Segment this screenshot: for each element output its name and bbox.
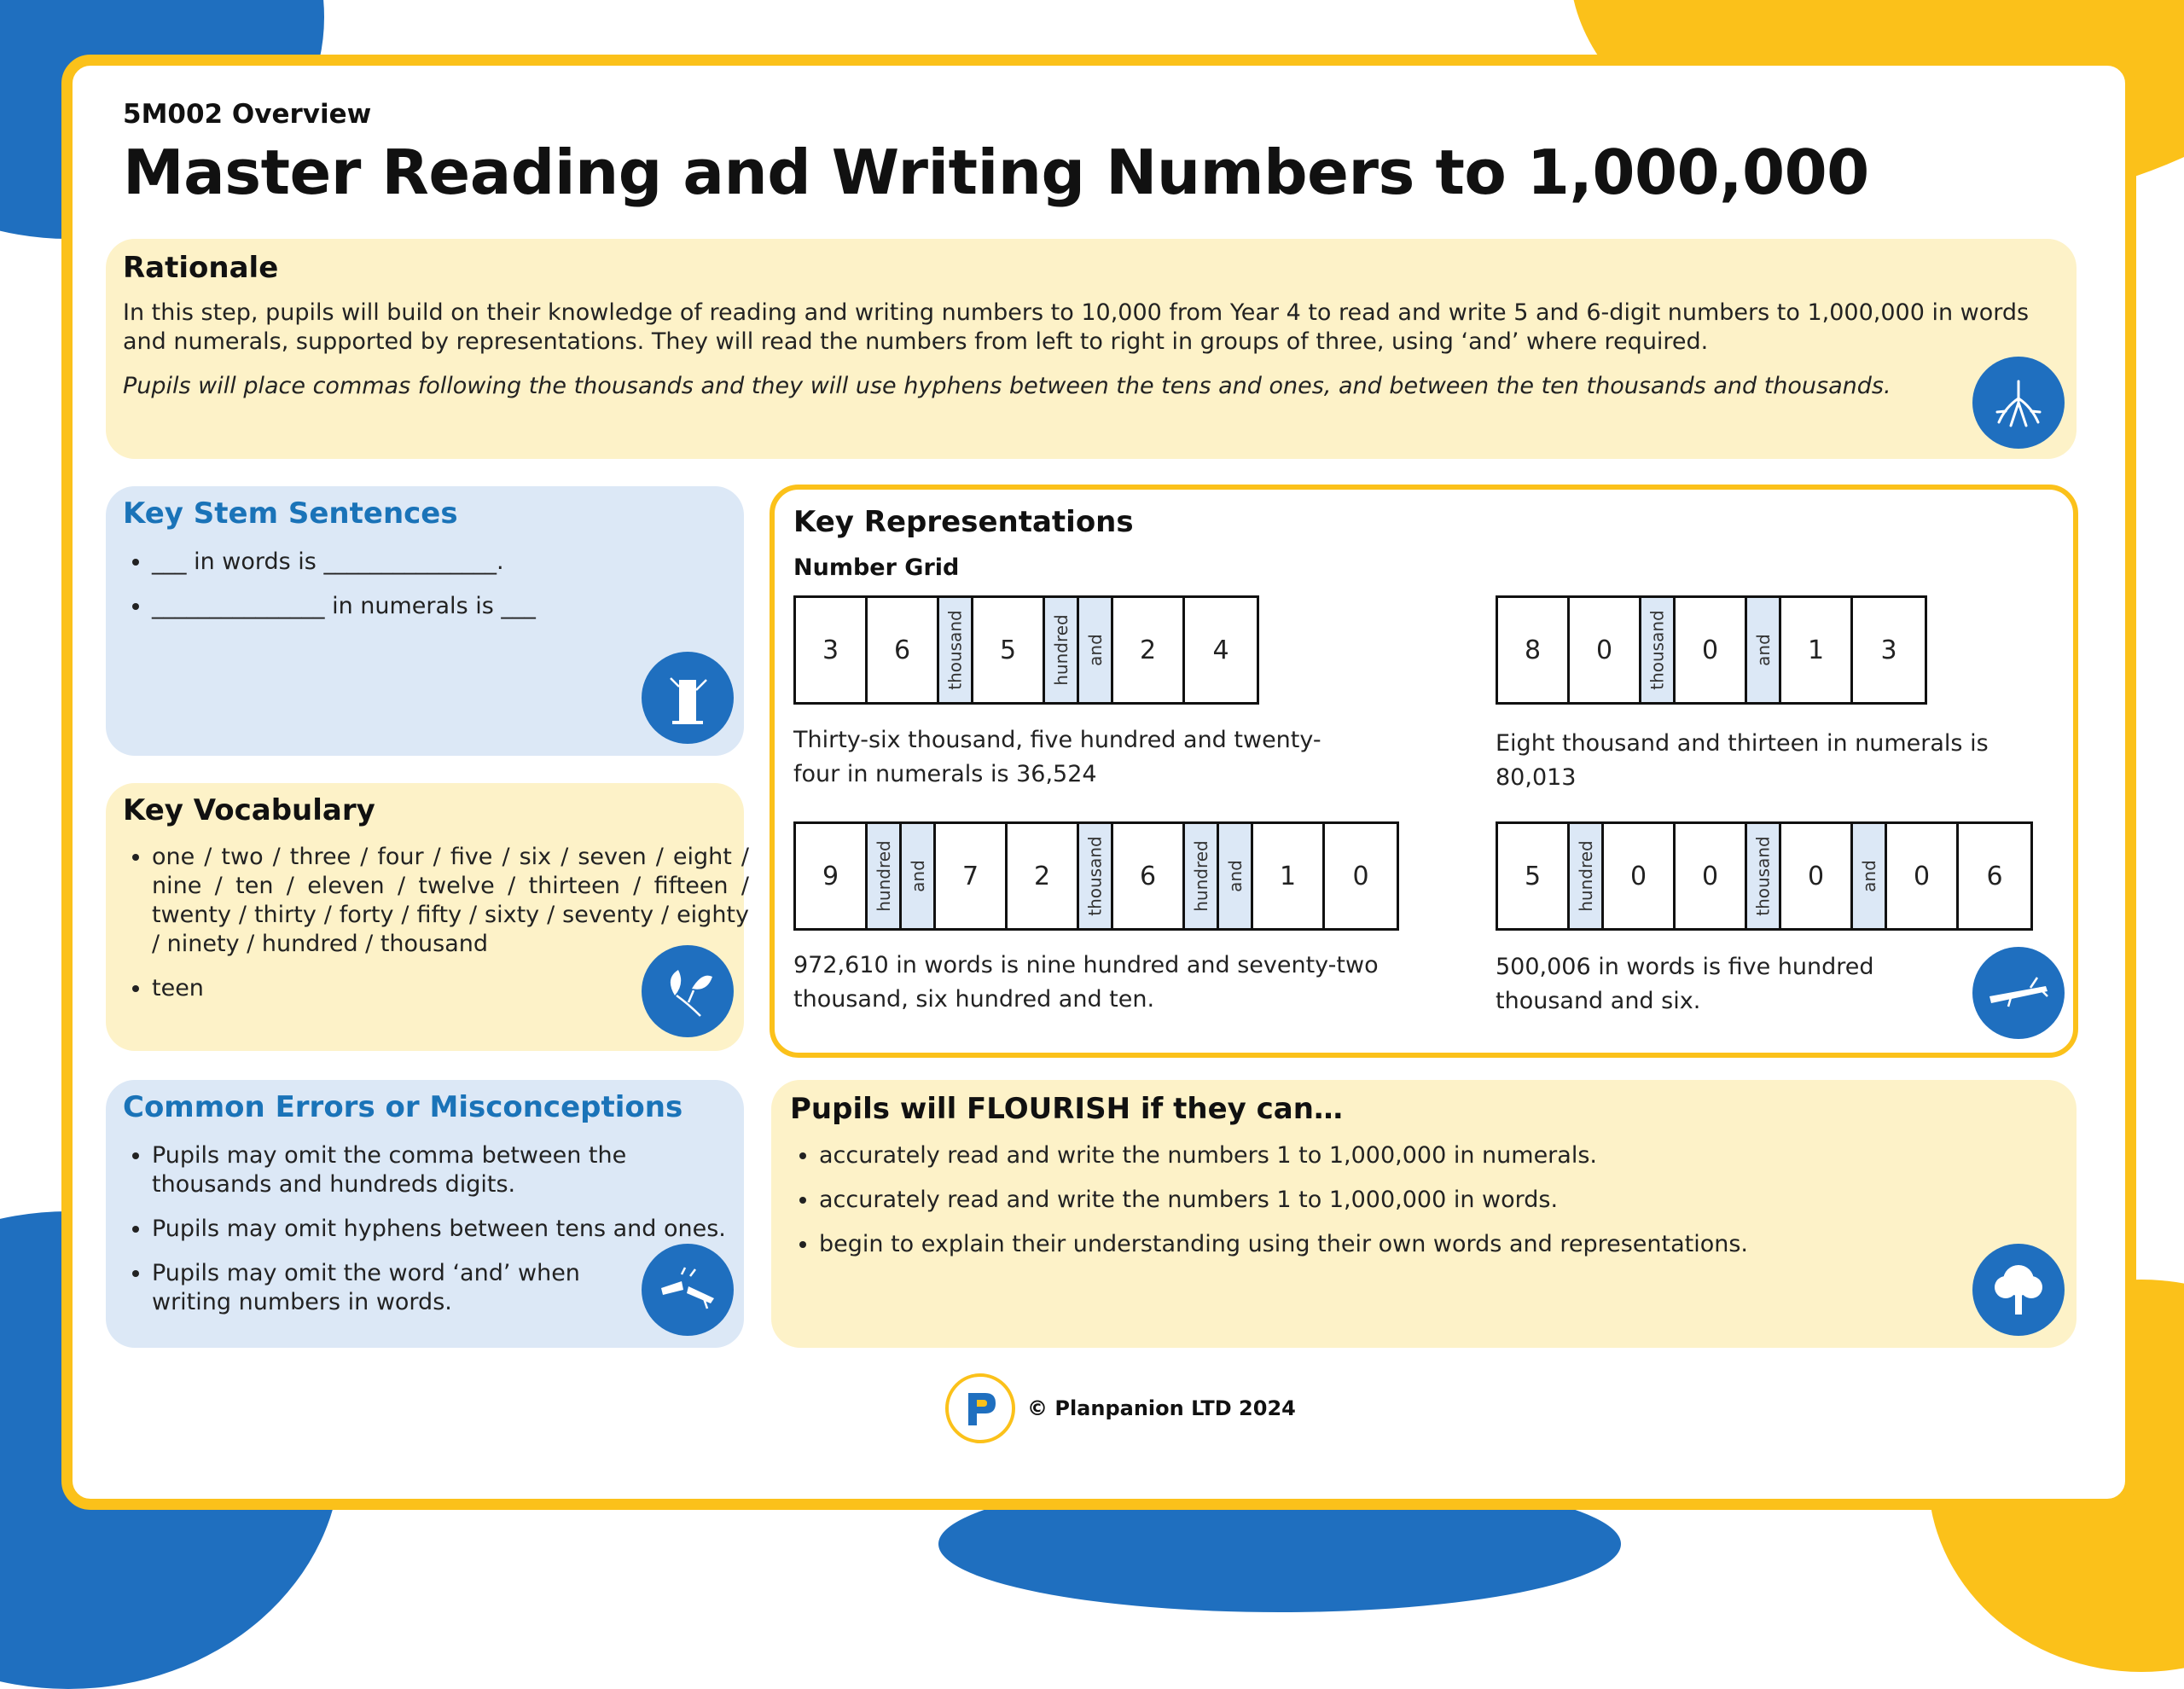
grid-word: hundred [1050, 614, 1072, 686]
vocab-item: • one / two / three / four / five / six / seven / eight / nine / ten / eleven / twelve / thirteen / fifteen / twenty / thirty / forty / fifty / sixty / seventy / eighty / ninety / hundred / thousand [152, 843, 749, 959]
number-grid-4 [1496, 821, 2033, 931]
grid-digit: 0 [1807, 861, 1825, 891]
grid-word: hundred [1190, 840, 1211, 912]
stem-panel [106, 486, 744, 756]
grid-digit-cell [1781, 824, 1853, 928]
vocab-item: • teen [152, 974, 749, 1003]
errors-item: • Pupils may omit the comma between the thousands and hundreds digits. [152, 1141, 749, 1199]
grid-digit: 2 [1033, 861, 1051, 891]
grid-digit: 0 [1701, 635, 1719, 665]
grid-word: and [1084, 634, 1106, 666]
grid-digit-cell [1959, 824, 2030, 928]
grid-word-cell [1747, 598, 1781, 702]
grid-digit: 9 [822, 861, 839, 891]
tree-icon [1972, 1244, 2065, 1336]
grid-word: and [1752, 634, 1774, 666]
grid-word: and [1858, 860, 1879, 892]
errors-item: • Pupils may omit the word ‘and’ when writing numbers in words. [152, 1259, 630, 1317]
grid-digit: 5 [999, 635, 1017, 665]
grid-digit: 5 [1524, 861, 1542, 891]
grid-digit: 0 [1629, 861, 1647, 891]
grid-digit-cell [1498, 824, 1570, 928]
grid-digit-cell [1498, 598, 1570, 702]
grid-digit-cell [1253, 824, 1325, 928]
grid-caption-1: Thirty-six thousand, five hundred and twenty-four in numerals is 36,524 [793, 727, 1321, 787]
grid-word: thousand [1647, 610, 1668, 690]
grid-word-cell [939, 598, 973, 702]
grid-digit: 6 [1139, 861, 1157, 891]
grid-word-cell [902, 824, 936, 928]
grid-digit-cell [1676, 824, 1747, 928]
errors-heading: Common Errors or Misconceptions [123, 1090, 683, 1124]
grid-digit-cell [1676, 598, 1747, 702]
grid-digit-cell [1887, 824, 1959, 928]
grid-digit-cell [1853, 598, 1925, 702]
grid-word: thousand [944, 610, 966, 690]
grid-caption-4: 500,006 in words is five hundred thousand and six. [1496, 954, 1874, 1014]
grid-digit: 8 [1524, 635, 1542, 665]
grid-digit: 1 [1807, 635, 1825, 665]
grid-word-cell [868, 824, 902, 928]
flourish-item: • accurately read and write the numbers 1 to 1,000,000 in words. [819, 1186, 2013, 1215]
grid-word-cell [1079, 824, 1113, 928]
rationale-panel [106, 239, 2077, 459]
grid-word-cell [1185, 824, 1219, 928]
copyright-text: © Planpanion LTD 2024 [1027, 1396, 1296, 1420]
grid-digit: 0 [1595, 635, 1613, 665]
grid-digit-cell [1781, 598, 1853, 702]
grid-digit: 1 [1279, 861, 1297, 891]
broken-branch-icon [642, 1244, 734, 1336]
rationale-paragraph: In this step, pupils will build on their knowledge of reading and writing numbers to 10,000 from Year 4 to read and write 5 and 6-digit numbers to 1,000,000 in words and numerals, supported by representations. They will read the numbers from left to right in groups of three, using ‘and’ where required. [123, 299, 2030, 355]
representations-heading: Key Representations [793, 505, 1134, 539]
grid-digit: 2 [1139, 635, 1157, 665]
grid-word: and [907, 860, 928, 892]
grid-digit: 3 [1880, 635, 1897, 665]
footer [945, 1373, 1296, 1443]
grid-digit-cell [1570, 598, 1641, 702]
grid-word: thousand [1084, 836, 1106, 916]
grid-digit-cell [1604, 824, 1676, 928]
page-title: Master Reading and Writing Numbers to 1,000,000 [123, 136, 1869, 208]
step-code: 5M002 Overview [123, 99, 372, 130]
grid-word: and [1224, 860, 1246, 892]
stem-list [123, 548, 741, 636]
grid-digit-cell [1325, 824, 1397, 928]
grid-word-cell [1853, 824, 1887, 928]
branch-icon [1972, 947, 2065, 1039]
grid-digit-cell [973, 598, 1045, 702]
grid-word: hundred [1575, 840, 1596, 912]
grid-caption-3: 972,610 in words is nine hundred and seventy-two thousand, six hundred and ten. [793, 952, 1379, 1013]
grid-digit-cell [796, 598, 868, 702]
flourish-list [790, 1141, 2013, 1274]
grid-digit: 0 [1701, 861, 1719, 891]
grid-digit: 4 [1212, 635, 1229, 665]
grid-digit: 3 [822, 635, 839, 665]
grid-digit-cell [1008, 824, 1079, 928]
grid-digit-cell [796, 824, 868, 928]
tree-trunk-icon [642, 652, 734, 744]
grid-digit-cell [1185, 598, 1257, 702]
flourish-item: • accurately read and write the numbers 1 to 1,000,000 in numerals. [819, 1141, 2013, 1170]
grid-word: hundred [873, 840, 894, 912]
leaves-icon [642, 945, 734, 1037]
rationale-italic: Pupils will place commas following the thousands and they will use hyphens between the tens and ones, and between the ten thousands and thousands. [123, 373, 1891, 399]
grid-word: thousand [1752, 836, 1774, 916]
grid-digit: 0 [1913, 861, 1931, 891]
grid-word-cell [1045, 598, 1079, 702]
stem-heading: Key Stem Sentences [123, 496, 458, 531]
grid-digit-cell [1113, 598, 1185, 702]
vocab-heading: Key Vocabulary [123, 793, 375, 827]
number-grid-subheading: Number Grid [793, 554, 960, 581]
grid-digit: 7 [961, 861, 979, 891]
grid-word-cell [1219, 824, 1253, 928]
flourish-item: • begin to explain their understanding using their own words and representations. [819, 1230, 2013, 1259]
errors-item: • Pupils may omit hyphens between tens and ones. [152, 1215, 749, 1244]
errors-panel [106, 1080, 744, 1348]
grid-digit-cell [868, 598, 939, 702]
grid-word-cell [1641, 598, 1676, 702]
grid-digit: 6 [893, 635, 911, 665]
grid-word-cell [1747, 824, 1781, 928]
flourish-heading: Pupils will FLOURISH if they can… [790, 1092, 1343, 1126]
number-grid-1 [793, 595, 1259, 705]
number-grid-3 [793, 821, 1399, 931]
stem-item: • ___ in words is _______________. [152, 548, 741, 577]
number-grid-2 [1496, 595, 1927, 705]
grid-word-cell [1570, 824, 1604, 928]
grid-digit-cell [1113, 824, 1185, 928]
grid-caption-2: Eight thousand and thirteen in numerals is 80,013 [1496, 730, 1989, 791]
flourish-panel [771, 1080, 2077, 1348]
roots-icon [1972, 357, 2065, 449]
grid-digit-cell [936, 824, 1008, 928]
grid-digit: 0 [1352, 861, 1369, 891]
grid-word-cell [1079, 598, 1113, 702]
stem-item: • _______________ in numerals is ___ [152, 592, 741, 621]
grid-digit: 6 [1986, 861, 2003, 891]
rationale-heading: Rationale [123, 251, 279, 285]
vocab-panel [106, 783, 749, 1051]
planpanion-logo-icon [945, 1373, 1015, 1443]
